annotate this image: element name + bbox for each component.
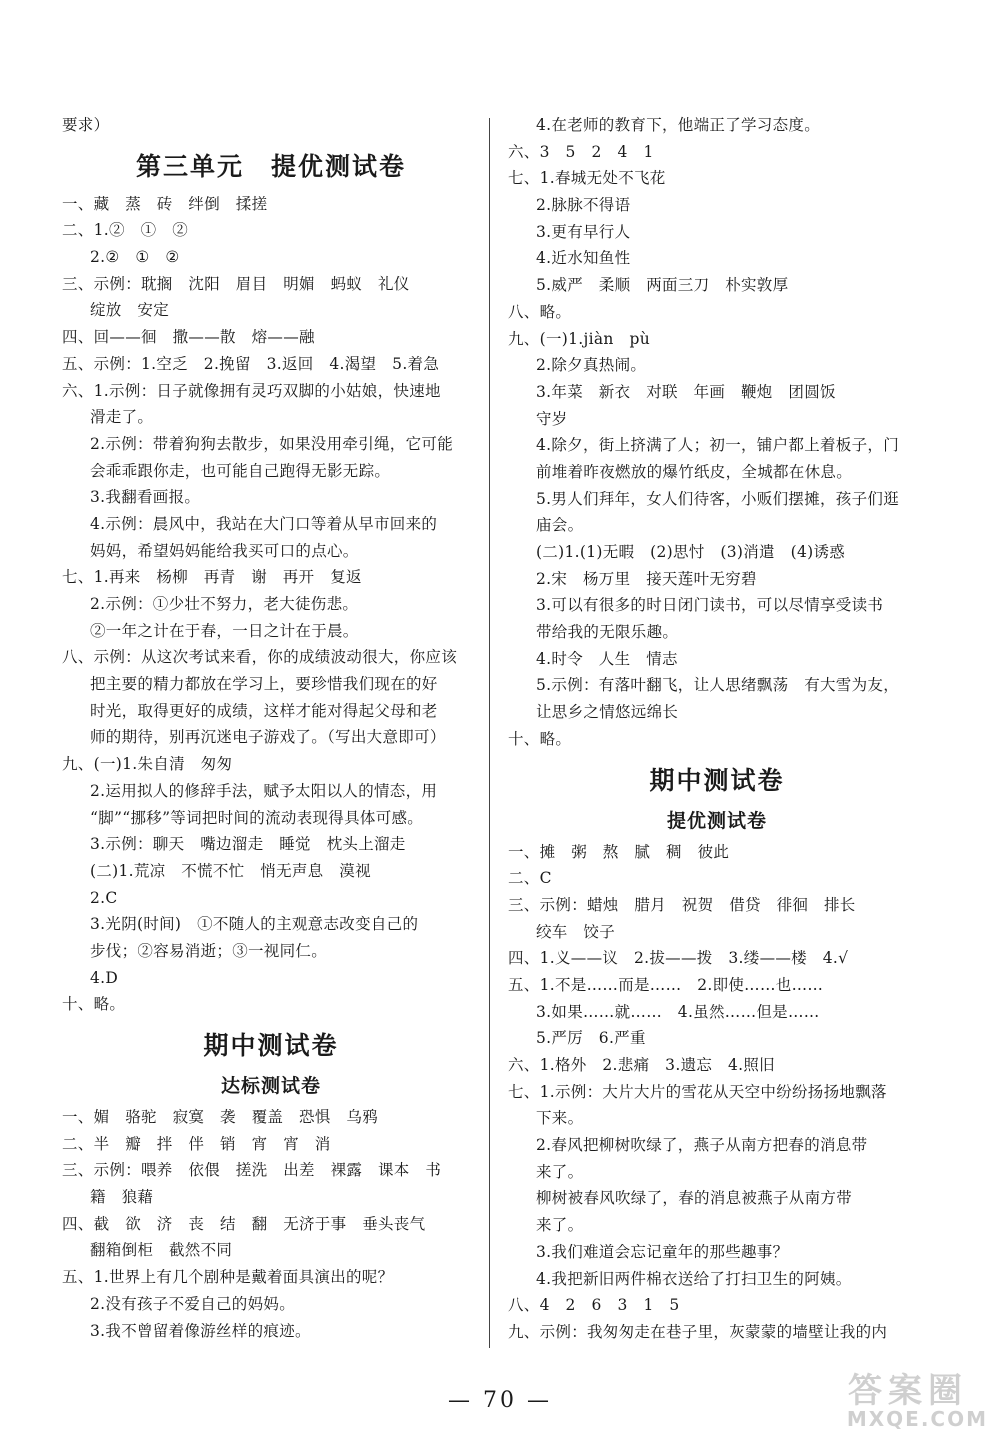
answer-line: 5.威严 柔顺 两面三刀 朴实敦厚 — [536, 276, 789, 295]
watermark-text: 答案圈 — [848, 1371, 968, 1411]
answer-line: 九、(一)1.jiàn pù — [508, 329, 650, 348]
answer-line: 2.没有孩子不爱自己的妈妈。 — [90, 1294, 295, 1313]
answer-line: 七、1.示例：大片大片的雪花从天空中纷纷扬扬地飘落 — [508, 1082, 887, 1101]
answer-line: 一、藏 蒸 砖 绊倒 揉搓 — [62, 194, 268, 213]
answer-line: 五、示例：1.空乏 2.挽留 3.返回 4.渴望 5.着急 — [62, 354, 440, 373]
answer-line: 5.示例：有落叶翻飞，让人思绪飘荡 有大雪为友， — [536, 676, 899, 695]
answer-line: 4.D — [90, 968, 119, 987]
answer-line: 二、1.② ① ② — [62, 221, 188, 240]
answer-line: 4.在老师的教育下，他端正了学习态度。 — [536, 116, 820, 134]
answer-line: 四、截 欲 济 丧 结 翻 无济于事 垂头丧气 — [62, 1214, 426, 1233]
answer-line: 让思乡之情悠远绵长 — [536, 703, 679, 722]
answer-line: 一、媚 骆驼 寂寞 袭 覆盖 恐惧 乌鸦 — [62, 1108, 379, 1126]
answer-line: 来了。 — [536, 1162, 584, 1181]
answer-line: 一、摊 粥 熬 腻 稠 彼此 — [508, 842, 730, 861]
answer-line: 五、1.不是……而是…… 2.即使……也…… — [508, 975, 824, 994]
watermark-logo — [788, 1363, 988, 1433]
unit3-title: 第三单元 提优测试卷 — [135, 151, 406, 181]
answer-line: 4.除夕，街上挤满了人；初一，铺户都上着板子，门 — [536, 436, 899, 455]
column-divider — [489, 118, 490, 1348]
answer-line: 3.光阴(时间) ①不随人的主观意志改变自己的 — [90, 915, 419, 934]
watermark-url: MXQE.COM — [846, 1407, 988, 1431]
answer-line: 三、示例：蜡烛 腊月 祝贺 借贷 徘徊 排长 — [508, 895, 856, 914]
answer-line: 前堆着昨夜燃放的爆竹纸皮，全城都在休息。 — [536, 462, 853, 481]
answer-line: 4.时令 人生 情志 — [536, 649, 678, 668]
answer-line: 3.我翻看画报。 — [90, 488, 201, 507]
answer-line: 八、4 2 6 3 1 5 — [508, 1296, 680, 1315]
continued-line: 要求） — [62, 116, 110, 134]
answer-line: 十、略。 — [508, 729, 572, 748]
answer-line: 3.示例：聊天 嘴边溜走 睡觉 枕头上溜走 — [90, 835, 406, 854]
answer-line: 5.严厉 6.严重 — [536, 1029, 646, 1048]
answer-line: 绽放 安定 — [90, 301, 170, 320]
answer-line: 4.我把新旧两件棉衣送给了打扫卫生的阿姨。 — [536, 1269, 852, 1288]
answer-line: 七、1.春城无处不飞花 — [508, 169, 666, 188]
answer-line: 2.示例：①少壮不努力，老大徒伤悲。 — [90, 595, 359, 613]
midterm-title-right: 期中测试卷 — [649, 765, 785, 795]
answer-line: 四、1.义——议 2.拔——拨 3.缕——楼 4.√ — [508, 949, 849, 968]
answer-line: 翻箱倒柜 截然不同 — [90, 1241, 233, 1260]
midterm-subtitle-right: 提优测试卷 — [666, 809, 767, 832]
answer-line: 4.示例：晨风中，我站在大门口等着从早市回来的 — [90, 514, 438, 533]
answer-line: 3.我不曾留着像游丝样的痕迹。 — [90, 1321, 311, 1340]
answer-line: 八、示例：从这次考试来看，你的成绩波动很大，你应该 — [62, 648, 458, 667]
answer-line: 十、略。 — [62, 995, 126, 1014]
answer-line: 师的期待，别再沉迷电子游戏了。（写出大意即可） — [90, 728, 446, 747]
answer-line: 把主要的精力都放在学习上，要珍惜我们现在的好 — [90, 675, 438, 694]
answer-line: 绞车 饺子 — [536, 922, 616, 941]
answer-line: 四、回——徊 撒——散 熔——融 — [62, 328, 315, 347]
answer-line: ②一年之计在于春，一日之计在于晨。 — [90, 621, 359, 640]
answer-line: 2.② ① ② — [90, 248, 180, 267]
midterm-answers-right — [508, 839, 926, 1346]
page-number: — 70 — — [448, 1388, 552, 1413]
answer-line: 九、(一)1.朱自清 匆匆 — [62, 755, 233, 774]
answer-line: 3.更有早行人 — [536, 222, 631, 241]
answer-line: 5.男人们拜年，女人们待客，小贩们摆摊，孩子们逛 — [536, 489, 899, 508]
answer-line: 来了。 — [536, 1216, 584, 1235]
answer-line: (二)1.荒凉 不慌不忙 悄无声息 漠视 — [90, 861, 371, 880]
answer-line: 3.如果……就…… 4.虽然……但是…… — [536, 1002, 820, 1021]
answer-line: 2.宋 杨万里 接天莲叶无穷碧 — [536, 569, 757, 588]
midterm-answers-left — [62, 1104, 480, 1344]
answer-line: 2.春风把柳树吹绿了，燕子从南方把春的消息带 — [536, 1136, 868, 1155]
midterm-subtitle-left: 达标测试卷 — [220, 1075, 321, 1097]
answer-line: 2.示例：带着狗狗去散步，如果没用牵引绳，它可能 — [90, 434, 453, 453]
answer-line: 滑走了。 — [90, 408, 154, 427]
answer-line: 3.可以有很多的时日闭门读书，可以尽情享受读书 — [536, 596, 884, 615]
answer-line: 庙会。 — [536, 516, 584, 535]
answer-line: 3.我们难道会忘记童年的那些趣事？ — [536, 1242, 789, 1261]
answer-line: 时光，取得更好的成绩，这样才能对得起父母和老 — [90, 701, 438, 720]
right-column — [508, 112, 926, 1346]
answer-line: 三、示例：喂养 依偎 搓洗 出差 裸露 课本 书 — [62, 1161, 442, 1180]
answer-line: 二、C — [508, 869, 552, 888]
answer-line: 九、示例：我匆匆走在巷子里，灰蒙蒙的墙壁让我的内 — [508, 1322, 888, 1341]
answer-line: 3.年菜 新衣 对联 年画 鞭炮 团圆饭 — [536, 382, 836, 401]
left-column — [62, 112, 480, 1344]
answer-line: 下来。 — [536, 1109, 584, 1128]
answer-line: 守岁 — [536, 409, 568, 428]
answer-line: 六、1.格外 2.悲痛 3.遗忘 4.照旧 — [508, 1056, 775, 1074]
answer-line: (二)1.(1)无暇 (2)思忖 (3)消遣 (4)诱惑 — [536, 543, 846, 561]
answer-line: 六、1.示例：日子就像拥有灵巧双脚的小姑娘，快速地 — [62, 381, 441, 400]
answer-line: 2.脉脉不得语 — [536, 196, 631, 215]
answer-line: “脚”“挪移”等词把时间的流动表现得具体可感。 — [90, 808, 424, 827]
midterm-title-left: 期中测试卷 — [203, 1031, 339, 1060]
answer-line: 柳树被春风吹绿了，春的消息被燕子从南方带 — [536, 1189, 853, 1208]
answer-line: 三、示例：耽搁 沈阳 眉目 明媚 蚂蚁 礼仪 — [62, 274, 410, 293]
right-top-answers — [508, 112, 926, 753]
answer-line: 八、略。 — [508, 302, 572, 321]
answer-line: 步伐；②容易消逝；③一视同仁。 — [90, 941, 328, 960]
answer-line: 妈妈，希望妈妈能给我买可口的点心。 — [90, 541, 359, 560]
answer-line: 带给我的无限乐趣。 — [536, 623, 679, 642]
answer-line: 2.除夕真热闹。 — [536, 356, 647, 375]
unit3-answers — [62, 191, 480, 1018]
answer-line: 七、1.再来 杨柳 再青 谢 再开 复返 — [62, 568, 362, 587]
answer-line: 六、3 5 2 4 1 — [508, 142, 654, 161]
answer-line: 会乖乖跟你走，也可能自己跑得无影无踪。 — [90, 461, 391, 480]
answer-line: 4.近水知鱼性 — [536, 249, 631, 268]
answer-line: 籍 狼藉 — [90, 1188, 154, 1207]
answer-line: 二、半 瓣 拌 伴 销 宵 宵 消 — [62, 1134, 331, 1153]
answer-line: 2.C — [90, 888, 118, 907]
answer-line: 五、1.世界上有几个剧种是戴着面具演出的呢？ — [62, 1268, 394, 1287]
answer-line: 2.运用拟人的修辞手法，赋予太阳以人的情态，用 — [90, 781, 438, 800]
